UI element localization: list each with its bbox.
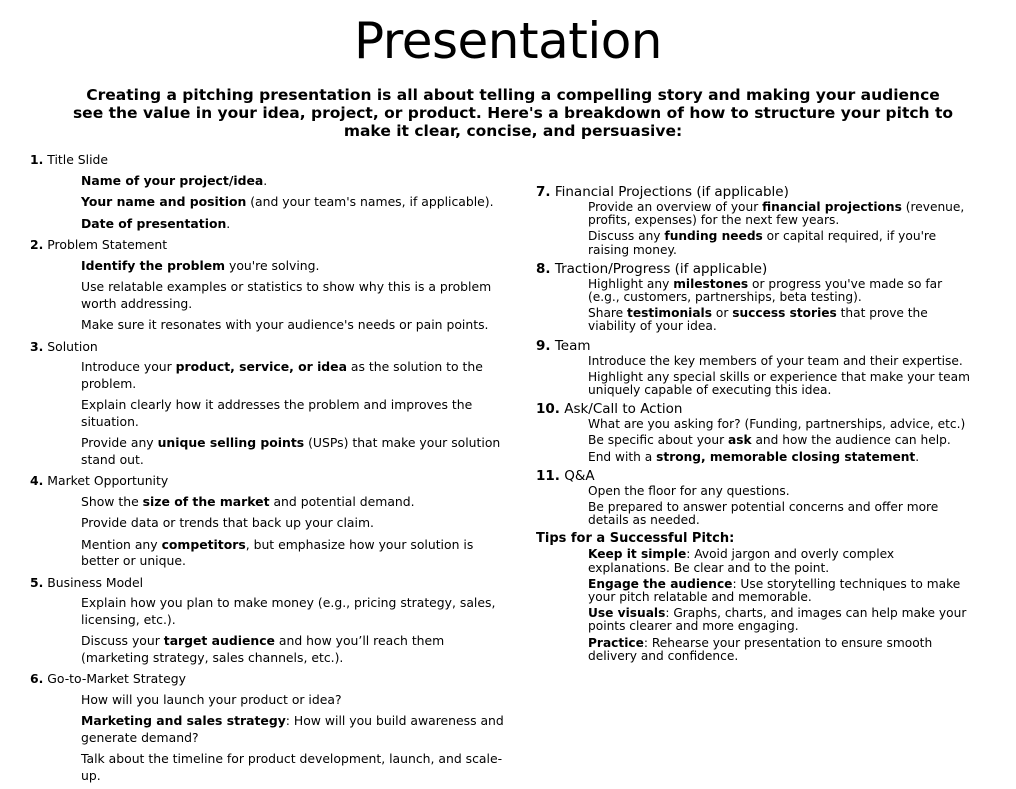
text-run: Discuss any xyxy=(588,229,665,244)
bullet-item xyxy=(81,279,515,312)
bold-text: Your name and position xyxy=(81,194,247,209)
text-run: Highlight any special skills or experience that make your team uniquely capable of executing this idea. xyxy=(588,369,970,398)
text-run: Explain how you plan to make money (e.g., pricing strategy, sales, licensing, etc.). xyxy=(81,595,496,627)
section-number: 11. xyxy=(536,467,560,484)
bullet-item xyxy=(81,258,515,275)
text-run: you're solving. xyxy=(225,257,320,273)
text-run: Explain clearly how it addresses the problem and improves the situation. xyxy=(81,397,473,429)
bullet-item xyxy=(588,451,976,464)
bold-text: Marketing and sales strategy xyxy=(81,713,286,728)
bold-text: Name of your project/idea xyxy=(81,172,264,188)
text-run: that prove the viability of your idea. xyxy=(588,306,928,334)
text-run: How will you launch your product or idea? xyxy=(81,691,342,707)
bold-text: milestones xyxy=(673,276,749,291)
section-number: 2. xyxy=(30,237,44,252)
text-run: Provide data or trends that back up your claim. xyxy=(81,515,374,530)
section-number: 9. xyxy=(536,337,551,354)
section-heading xyxy=(30,339,515,355)
bold-text: Keep it simple xyxy=(588,547,687,562)
text-run: , but emphasize how your solution is better or unique. xyxy=(81,536,474,568)
text-run: Be prepared to answer potential concerns and offer more details as needed. xyxy=(588,500,939,528)
bullet-item xyxy=(588,371,976,397)
bold-text: ask xyxy=(727,433,752,448)
tips-heading: Tips for a Successful Pitch: xyxy=(536,531,735,547)
bold-text: success stories xyxy=(732,306,837,321)
bullet-item xyxy=(81,751,515,784)
text-run: Provide an overview of your xyxy=(588,200,763,214)
section-title: Q&A xyxy=(564,467,595,484)
section-1 xyxy=(30,152,515,232)
text-run: Make sure it resonates with your audience's needs or pain points. xyxy=(81,317,489,332)
text-run: and how the audience can help. xyxy=(751,433,951,448)
bold-text: strong, memorable closing statement xyxy=(656,449,916,464)
section-heading xyxy=(536,183,976,201)
section-4 xyxy=(30,473,515,570)
bold-text: unique selling points xyxy=(157,435,305,450)
tip-item xyxy=(588,578,976,604)
text-run: . xyxy=(226,215,231,231)
bold-text: Use visuals xyxy=(588,606,666,621)
section-heading xyxy=(30,671,515,687)
bullet-item xyxy=(588,485,976,498)
text-run: Use relatable examples or statistics to show why this is a problem worth addressing. xyxy=(81,279,492,311)
section-title: Ask/Call to Action xyxy=(564,401,683,418)
right-column xyxy=(536,183,976,666)
section-number: 3. xyxy=(30,338,44,354)
bullet-item xyxy=(588,230,976,256)
text-run: : Use storytelling techniques to make your pitch relatable and memorable. xyxy=(588,576,961,605)
section-title: Financial Projections (if applicable) xyxy=(554,184,789,200)
text-run: : Avoid jargon and overly complex explanations. Be clear and to the point. xyxy=(588,547,895,575)
section-heading xyxy=(30,575,515,591)
section-number: 5. xyxy=(30,574,44,590)
text-run: : Graphs, charts, and images can help make your points clearer and more engaging. xyxy=(588,606,967,634)
bold-text: testimonials xyxy=(627,306,712,321)
text-run: Highlight any xyxy=(588,276,674,291)
section-heading xyxy=(536,260,976,278)
tip-item xyxy=(588,548,976,574)
bullet-item xyxy=(588,418,976,431)
intro-paragraph: Creating a pitching presentation is all about telling a compelling story and making your audience see the value in your idea, project, or product. Here's a breakdown of how to structure your pitch to make it clear, concise, and persuasive: xyxy=(72,86,954,140)
section-7 xyxy=(536,183,976,257)
bullet-item xyxy=(81,537,515,570)
text-run: or xyxy=(711,306,733,321)
bullet-item xyxy=(81,633,515,666)
section-title: Problem Statement xyxy=(47,237,168,252)
text-run: or progress you've made so far (e.g., customers, partnerships, beta testing). xyxy=(588,276,943,305)
section-3 xyxy=(30,339,515,469)
bold-text: Identify the problem xyxy=(81,257,226,273)
section-title: Solution xyxy=(47,338,98,354)
section-number: 4. xyxy=(30,473,44,488)
bold-text: Engage the audience xyxy=(588,576,733,591)
text-run: Show the xyxy=(81,493,143,509)
section-2 xyxy=(30,237,515,334)
section-heading xyxy=(536,467,976,485)
bold-text: size of the market xyxy=(142,493,270,509)
text-run: . xyxy=(915,449,920,464)
text-run: Discuss your xyxy=(81,633,164,648)
section-number: 1. xyxy=(30,152,44,167)
text-run: : Rehearse your presentation to ensure smooth delivery and confidence. xyxy=(588,635,933,663)
text-run: Talk about the timeline for product development, launch, and scale-up. xyxy=(81,751,503,783)
bullet-item xyxy=(588,307,976,333)
text-run: as the solution to the problem. xyxy=(81,359,483,391)
bullet-item xyxy=(588,355,976,368)
section-11 xyxy=(536,467,976,528)
section-8 xyxy=(536,260,976,334)
text-run: End with a xyxy=(588,449,657,464)
section-heading xyxy=(536,337,976,355)
bold-text: product, service, or idea xyxy=(175,359,347,374)
section-heading xyxy=(30,152,515,168)
bold-text: funding needs xyxy=(664,229,763,244)
section-title: Title Slide xyxy=(47,152,109,167)
section-number: 7. xyxy=(536,184,551,200)
section-title: Business Model xyxy=(47,574,144,590)
bullet-item xyxy=(588,201,976,227)
bullet-item xyxy=(81,713,515,746)
bullet-item xyxy=(588,278,976,304)
text-run: and potential demand. xyxy=(269,493,415,509)
section-number: 6. xyxy=(30,671,44,686)
bullet-item xyxy=(81,515,515,532)
section-title: Traction/Progress (if applicable) xyxy=(554,260,768,277)
bullet-item xyxy=(81,216,515,233)
text-run: Be specific about your xyxy=(588,433,728,448)
text-run: (and your team's names, if applicable). xyxy=(246,194,494,209)
section-number: 10. xyxy=(536,401,560,418)
bullet-item xyxy=(81,359,515,392)
section-heading xyxy=(30,473,515,489)
text-run: Provide any xyxy=(81,435,158,450)
text-run: Introduce your xyxy=(81,359,176,374)
bold-text: Date of presentation xyxy=(81,215,227,231)
bold-text: financial projections xyxy=(762,200,902,214)
section-6 xyxy=(30,671,515,784)
bullet-item xyxy=(81,317,515,334)
bullet-item xyxy=(81,194,515,211)
tip-item xyxy=(588,637,976,663)
left-column xyxy=(30,152,515,789)
section-number: 8. xyxy=(536,260,551,277)
text-run: and how you’ll reach them (marketing strategy, sales channels, etc.). xyxy=(81,633,445,665)
bold-text: Practice xyxy=(588,635,644,650)
text-run: (revenue, profits, expenses) for the next few years. xyxy=(588,200,965,228)
section-title: Team xyxy=(554,337,591,354)
text-run: : How will you build awareness and generate demand? xyxy=(81,713,504,745)
page-title: Presentation xyxy=(353,12,662,70)
section-heading xyxy=(536,400,976,418)
section-9 xyxy=(536,337,976,398)
text-run: (USPs) that make your solution stand out. xyxy=(81,435,501,467)
bullet-item xyxy=(81,494,515,511)
tip-item xyxy=(588,607,976,633)
text-run: Introduce the key members of your team and their expertise. xyxy=(588,353,963,368)
section-5 xyxy=(30,575,515,667)
bold-text: target audience xyxy=(163,633,275,648)
section-10 xyxy=(536,400,976,464)
section-title: Market Opportunity xyxy=(47,473,169,488)
bullet-item xyxy=(81,595,515,628)
text-run: or capital required, if you're raising money. xyxy=(588,229,937,257)
text-run: Share xyxy=(588,306,628,321)
bullet-item xyxy=(81,397,515,430)
text-run: What are you asking for? (Funding, partnerships, advice, etc.) xyxy=(588,417,966,432)
section-title: Go-to-Market Strategy xyxy=(47,671,186,686)
bullet-item xyxy=(81,692,515,709)
bullet-item xyxy=(81,173,515,190)
bullet-item xyxy=(588,501,976,527)
bold-text: competitors xyxy=(161,536,246,552)
text-run: Open the floor for any questions. xyxy=(588,483,790,498)
bullet-item xyxy=(81,435,515,468)
text-run: Mention any xyxy=(81,536,162,552)
text-run: . xyxy=(263,172,268,188)
section-heading xyxy=(30,237,515,253)
bullet-item xyxy=(588,434,976,447)
